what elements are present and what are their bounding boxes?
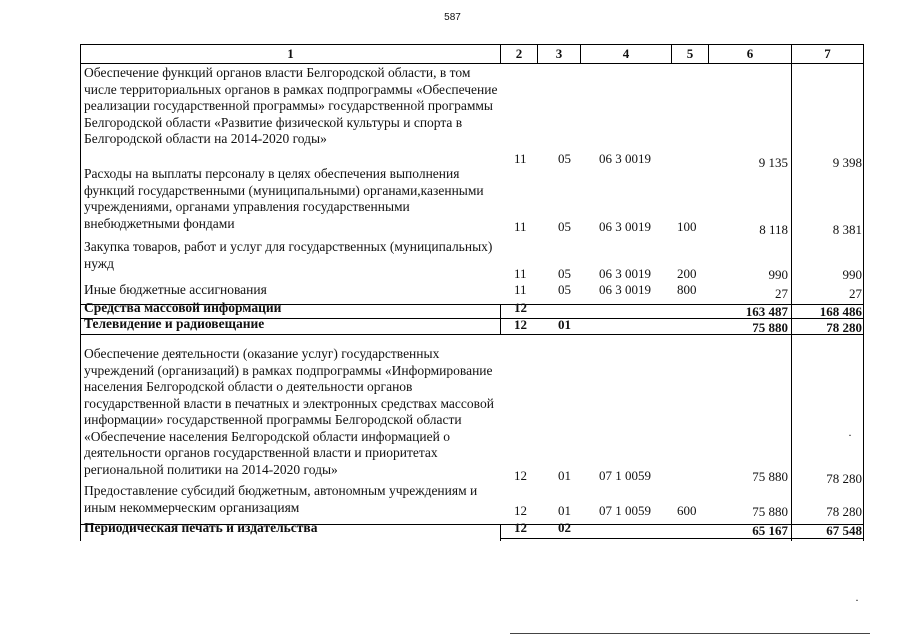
cell-target: 07 1 0059 (599, 468, 651, 483)
cell-section: 12 (514, 317, 527, 332)
cell-section: 12 (514, 468, 527, 483)
cell-value-2016: 168 486 (819, 304, 862, 319)
cell-target: 06 3 0019 (599, 266, 651, 281)
header-col-4: 4 (580, 44, 672, 64)
cell-subsection: 01 (558, 468, 571, 483)
header-col-2: 2 (500, 44, 538, 64)
scan-speck: · (855, 593, 859, 607)
cell-value-2015: 65 167 (752, 523, 788, 538)
row-description: Обеспечение деятельности (оказание услуг) государственных учреждений (организаций) в рамках подпрограммы «Информирование населения Белгородской области о деятельности органов государственной власти в печатных и электронных средствах массовой информации» государственной программы Белгородской области «Обеспечение населения Белгородской области информацией о деятельности органов государственной власти и приоритетах региональной политики на 2014-2020 годы» (84, 346, 494, 477)
header-col-3: 3 (537, 44, 581, 64)
cell-section: 12 (514, 520, 527, 535)
cell-subsection: 05 (558, 282, 571, 297)
cell-value-2015: 8 118 (759, 222, 788, 237)
grid-line (863, 64, 864, 541)
row-description: Расходы на выплаты персоналу в целях обеспечения выполнения функций государственными (муниципальными) органами,казенными учреждениями, органами управления государственными внебюджетными фондами (84, 166, 484, 231)
cell-type: 800 (677, 282, 697, 297)
row-description: Иные бюджетные ассигнования (84, 282, 267, 297)
header-col-6: 6 (708, 44, 792, 64)
cell-type: 200 (677, 266, 697, 281)
cell-value-2016: 78 280 (826, 471, 862, 486)
cell-subsection: 02 (558, 520, 571, 535)
cell-type: 100 (677, 219, 697, 234)
page-number: 587 (444, 12, 461, 23)
row-description: Обеспечение функций органов власти Белгородской области, в том числе территориальных органов в рамках подпрограммы «Обеспечение реализации государственной программы» государственной программы Белгородской области «Развитие физической культуры и спорта в Белгородской области на 2014-2020 годы» (84, 65, 498, 146)
cell-section: 11 (514, 151, 527, 166)
cell-value-2016: 9 398 (832, 155, 862, 170)
cell-value-2015: 75 880 (752, 320, 788, 335)
cell-target: 06 3 0019 (599, 151, 651, 166)
grid-line (500, 304, 501, 334)
grid-line (791, 64, 792, 541)
cell-value-2015: 163 487 (745, 304, 788, 319)
cell-section: 11 (514, 219, 527, 234)
header-col-5: 5 (671, 44, 709, 64)
cell-subsection: 01 (558, 503, 571, 518)
cell-section: 11 (514, 266, 527, 281)
budget-table (80, 44, 864, 541)
cell-value-2015: 990 (768, 267, 788, 282)
header-col-1: 1 (80, 44, 501, 64)
cell-value-2015: 27 (775, 286, 788, 301)
grid-line (80, 44, 81, 541)
cell-value-2016: 27 (849, 286, 862, 301)
cell-subsection: 01 (558, 317, 571, 332)
cell-section: 11 (514, 282, 527, 297)
cell-value-2015: 9 135 (758, 155, 788, 170)
cell-subsection: 05 (558, 266, 571, 281)
row-description: Средства массовой информации (84, 300, 282, 315)
cell-value-2016: 990 (842, 267, 862, 282)
cell-value-2016: 67 548 (826, 523, 862, 538)
cell-value-2015: 75 880 (752, 504, 788, 519)
row-description: Телевидение и радиовещание (84, 316, 265, 331)
cell-value-2016: 8 381 (832, 222, 862, 237)
cell-subsection: 05 (558, 151, 571, 166)
cell-value-2016: 78 280 (826, 504, 862, 519)
header-col-7: 7 (791, 44, 864, 64)
row-description: Закупка товаров, работ и услуг для государственных (муниципальных) нужд (84, 239, 493, 271)
cell-type: 600 (677, 503, 697, 518)
cell-section: 12 (514, 503, 527, 518)
cell-value-2015: 75 880 (752, 469, 788, 484)
scan-speck: · (848, 428, 852, 442)
row-description: Предоставление субсидий бюджетным, автономным учреждениям и иным некоммерческим организациям (84, 483, 478, 515)
cell-section: 12 (514, 300, 527, 315)
cell-value-2016: 78 280 (826, 320, 862, 335)
page-edge-line (510, 633, 870, 634)
cell-target: 06 3 0019 (599, 219, 651, 234)
cell-target: 06 3 0019 (599, 282, 651, 297)
row-description: Периодическая печать и издательства (84, 520, 318, 535)
cell-subsection: 05 (558, 219, 571, 234)
cell-target: 07 1 0059 (599, 503, 651, 518)
